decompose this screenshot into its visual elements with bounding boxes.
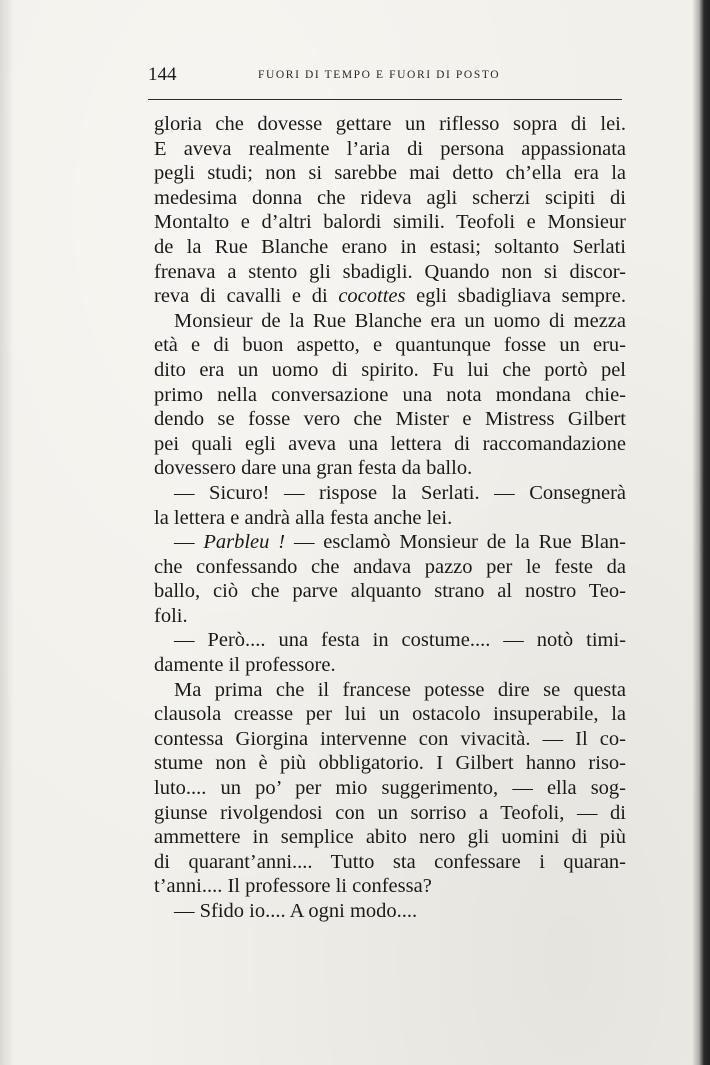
running-title: FUORI DI TEMPO E FUORI DI POSTO: [258, 69, 501, 81]
text-line: giunse rivolgendosi con un sorriso a Teofoli, — di: [154, 801, 626, 824]
page-number: 144: [148, 64, 177, 85]
text-line: dovessero dare una gran festa da ballo.: [154, 457, 473, 480]
text-line: [154, 530, 626, 555]
text-line: — Però.... una festa in costume.... — notò timi-: [174, 629, 626, 652]
header-rule: [148, 99, 622, 100]
text-line: luto.... un po’ per mio suggerimento, — ella sog-: [154, 777, 626, 800]
text-line: de la Rue Blanche erano in estasi; soltanto Serlati: [154, 235, 626, 258]
text-line: — Sfido io.... A ogni modo....: [174, 900, 418, 922]
page-gutter-shadow: [0, 0, 14, 1065]
text-line: t’anni.... Il professore li confessa?: [154, 875, 432, 898]
text-line: primo nella conversazione una nota mondana chie-: [154, 383, 626, 406]
text-line: che confessando che andava pazzo per le feste da: [154, 555, 626, 578]
page-header: [148, 62, 624, 92]
text-line: pei quali egli aveva una lettera di raccomandazione: [154, 432, 626, 455]
text-line: [154, 284, 626, 309]
text-line: Monsieur de la Rue Blanche era un uomo di mezza: [174, 309, 626, 332]
text-line: pegli studi; non si sarebbe mai detto ch’ella era la: [154, 162, 626, 185]
text-line: età e di buon aspetto, e quantunque fosse un eru-: [154, 334, 626, 357]
text-line: contessa Giorgina intervenne con vivacità. — Il co-: [154, 727, 626, 750]
text-line: la lettera e andrà alla festa anche lei.: [154, 506, 453, 529]
text-line: — Sicuro! — rispose la Serlati. — Consegnerà: [174, 481, 626, 504]
text-line: damente il professore.: [154, 654, 336, 677]
text-line: frenava a stento gli sbadigli. Quando non si discor-: [154, 260, 626, 283]
text-run: — esclamò Monsieur de la Rue Blan-: [285, 531, 627, 554]
text-line: di quarant’anni.... Tutto sta confessare i quaran-: [154, 850, 626, 873]
text-line: ammettere in semplice abito nero gli uomini di più: [154, 826, 626, 849]
page-edge-shadow: [692, 0, 710, 1065]
italic-text-run: cocottes: [338, 285, 406, 308]
text-line: gloria che dovesse gettare un riflesso sopra di lei.: [154, 113, 626, 135]
body-text: [154, 112, 626, 924]
text-line: medesima donna che rideva agli scherzi scipiti di: [154, 186, 626, 209]
text-line: ballo, ciò che parve alquanto strano al nostro Teo-: [154, 580, 626, 603]
text-line: dendo se fosse vero che Mister e Mistress Gilbert: [154, 408, 626, 431]
text-line: clausola creasse per lui un ostacolo insuperabile, la: [154, 703, 626, 726]
text-line: foli.: [154, 604, 188, 627]
italic-text-run: Parbleu !: [203, 531, 286, 554]
text-line: Montalto e d’altri balordi simili. Teofoli e Monsieur: [154, 211, 626, 234]
text-run: egli sbadigliava sempre.: [405, 285, 626, 308]
text-line: E aveva realmente l’aria di persona appassionata: [154, 137, 626, 160]
text-run: —: [174, 531, 204, 554]
text-line: dito era un uomo di spirito. Fu lui che portò pel: [154, 358, 626, 381]
text-run: reva di cavalli e di: [154, 285, 339, 308]
text-line: stume non è più obbligatorio. I Gilbert hanno riso-: [154, 752, 626, 775]
text-line: Ma prima che il francese potesse dire se questa: [174, 678, 626, 701]
